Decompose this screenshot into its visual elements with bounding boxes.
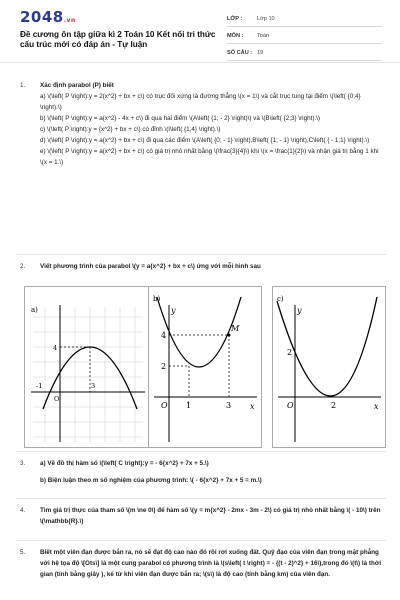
site-logo[interactable] [20,8,76,26]
divider [16,498,386,499]
sub-question-d: d) \(\left( P \right):y = a{x^2} + bx + c\) đi qua các điểm \(A\left( {0; - 1} \right),B\left( {1; - 1} \right),C\left( { - 1;1} \right).\) [40,137,370,144]
origin-label: O [54,395,60,403]
x-tick-label: -1 [36,382,43,390]
x-axis-label: x [250,402,255,411]
y-axis-label: y [171,306,176,315]
question-heading: Xác định parabol (P) biết [40,82,114,89]
meta-row-class [227,12,382,27]
meta-value: 19 [257,50,264,56]
figure-a [24,286,150,448]
sub-question-b: b) Biện luận theo m số nghiệm của phương trình: \( - 6{x^2} + 7x + 5 = m.\) [40,477,262,484]
meta-key: SỐ CÂU : [227,50,253,56]
document-meta [227,12,382,63]
x-tick-label: 3 [91,382,96,390]
meta-value: Lớp 10 [257,16,275,22]
x-tick-label: 2 [331,401,337,410]
logo-suffix-text: .vn [63,17,76,24]
question-heading: Viết phương trình của parabol \(y = a{x^2} + bx + c\) ứng với mỗi hình sau [40,263,261,270]
question-number: 2. [20,263,26,270]
question-number: 4. [20,507,26,514]
y-tick-label: 4 [161,331,167,340]
origin-label: O [287,401,294,410]
question-2 [20,261,382,272]
figure-label: c) [277,295,284,303]
question-1 [20,80,382,168]
divider [16,540,386,541]
question-3 [20,458,382,486]
figure-label: a) [31,306,38,314]
meta-key: LỚP : [227,16,243,22]
question-4 [20,505,382,527]
logo-main-text: 2048 [20,8,64,26]
question-number: 1. [20,82,26,89]
y-tick-label: 4 [53,344,58,352]
question-number: 5. [20,549,26,556]
figure-c [272,286,386,448]
sub-question-c: c) \(\left( P \right):y = {x^2} + bx + c\) có đỉnh \(I\left( {1;4} \right).\) [40,126,221,133]
page-header [0,0,400,63]
document-title: Đề cương ôn tập giữa kì 2 Toán 10 Kết nối tri thức cấu trúc mới có đáp án - Tự luận [20,30,216,49]
meta-row-subject [227,29,382,44]
origin-label: O [161,401,168,410]
point-m [228,334,231,337]
sub-question-e: e) \(\left( P \right):y = a{x^2} + bx + c\) có giá trị nhỏ nhất bằng \(\frac{3}{4}\) khi \(x = \frac{1}{2}\) và nhận giá trị bằng 1 khi \(x = 1.\) [40,148,379,166]
meta-row-count [227,46,382,61]
parabola-curve [277,297,377,396]
question-5 [20,547,382,580]
figures-row [24,286,386,448]
x-tick-label: 3 [226,401,232,410]
sub-question-a: a) Vẽ đồ thị hàm số \(\left( C \right):y = - 6{x^2} + 7x + 5.\) [40,460,209,467]
figure-b [148,286,262,448]
figure-label: b) [153,295,161,303]
question-text: Tìm giá trị thực của tham số \(m \ne 0\) để hàm số \(y = m{x^2} - 2mx - 3m - 2\) có giá trị nhỏ nhất bằng \( - 10\) trên \(\mathbb{R}.\) [40,507,381,525]
question-text: Biết một viên đạn được bắn ra, nó sẽ đạt độ cao nào đó rồi rơi xuống đất. Quỹ đạo của viên đạn trong mặt phẳng với hệ tọa độ \[Ots\] là một cung parabol có phương trình là \(s\left( t \right) = - {(t - 2)^2} + 16\),trong đó \(t\) là thời gian (tính bằng giây ), kể từ khi viên đạn được bắn ra; \(s\) là độ cao (tính bằng km) của viên đạn. [40,549,382,578]
point-label: M [231,324,240,333]
meta-key: MÔN : [227,33,244,39]
divider [16,451,386,452]
sub-question-b: b) \(\left( P \right):y = a{x^2} - 4x + c\) đi qua hai điểm \(A\left( {1; - 2} \right)\) và \(B\left( {2;3} \right).\) [40,115,321,122]
y-tick-label: 2 [287,348,293,357]
parabola-curve [157,297,241,367]
y-axis-label: y [297,306,302,315]
question-number: 3. [20,460,26,467]
sub-question-a: a) \(\left( P \right):y = 2{x^2} + bx + c\) có trục đối xứng là đường thẳng \(x = 1\) và cắt trục tung tại điểm \(\left( {0;4} \right).\) [40,93,361,111]
divider [16,254,386,255]
x-axis-label: x [374,402,379,411]
y-tick-label: 2 [161,362,167,371]
meta-value: Toán [257,33,270,39]
x-tick-label: 1 [186,401,192,410]
